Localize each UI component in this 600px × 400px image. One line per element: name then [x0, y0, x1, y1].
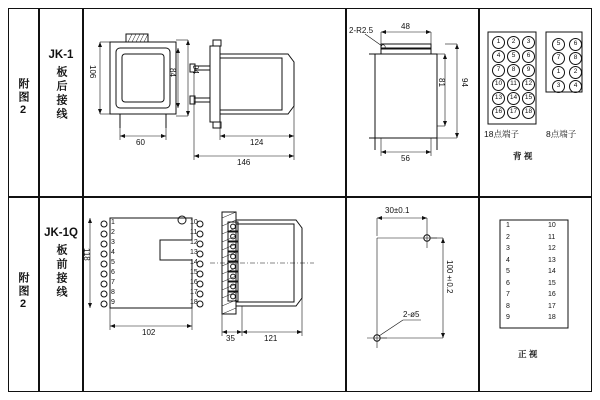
term2-left-4: 4 [506, 256, 510, 264]
term2-left-2: 2 [506, 233, 510, 241]
terminal-pin-4: 4 [492, 50, 505, 63]
front-num-left-5: 5 [111, 259, 115, 266]
front-num-right-10: 10 [190, 219, 198, 226]
terminal8-pin-3: 3 [552, 80, 565, 93]
terminal-pin-2: 2 [507, 36, 520, 49]
term2-left-1: 1 [506, 222, 510, 229]
row2-model-suffix: 板前接线 [55, 244, 67, 300]
row1-dim-84: 84 [168, 68, 177, 77]
term2-right-14: 14 [548, 268, 556, 275]
row1-note-r25: 2-R2.5 [349, 26, 374, 35]
front-num-left-3: 3 [111, 239, 115, 246]
grid-vline-1 [38, 8, 40, 392]
row1-cutout-svg [345, 10, 478, 196]
terminal-pin-18: 18 [522, 106, 535, 119]
terminal8-pin-4: 4 [569, 80, 582, 93]
row2-dim-118: 118 [82, 248, 91, 261]
term2-right-16: 16 [548, 291, 556, 298]
term2-left-9: 9 [506, 314, 510, 321]
terminal-pin-5: 5 [507, 50, 520, 63]
row2-holes-cell [345, 198, 478, 392]
row1-model-suffix: 板后接线 [55, 66, 67, 122]
row1-views-cell [82, 10, 345, 196]
terminal8-pin-6: 6 [569, 38, 582, 51]
row1-terminal-right-caption: 8点端子 [546, 129, 577, 139]
front-num-right-11: 11 [190, 229, 198, 236]
terminal-pin-3: 3 [522, 36, 535, 49]
front-num-left-7: 7 [111, 279, 115, 286]
term2-right-17: 17 [548, 302, 556, 310]
term2-right-11: 11 [548, 233, 556, 241]
term2-right-10: 10 [548, 222, 556, 229]
row2-holes-svg [345, 198, 478, 392]
terminal-pin-7: 7 [492, 64, 505, 77]
row2-model-block [42, 226, 80, 304]
row2-dim-100: 100±0.2 [445, 260, 454, 294]
front-num-right-13: 13 [190, 249, 198, 256]
row1-dim-56: 56 [401, 154, 410, 163]
term2-left-8: 8 [506, 302, 510, 310]
terminal-pin-13: 13 [492, 92, 505, 105]
row2-dim-35: 35 [226, 334, 235, 343]
terminal-pin-15: 15 [522, 92, 535, 105]
front-num-left-2: 2 [111, 229, 115, 236]
terminal8-pin-2: 2 [569, 66, 582, 79]
row2-terminal-view-caption: 正 视 [518, 349, 538, 359]
row1-terminal-left-caption: 18点端子 [484, 129, 519, 139]
row1-dim-81: 81 [437, 78, 446, 87]
term2-right-18: 18 [548, 314, 556, 321]
row2-sheet-label: 附图2 [17, 272, 29, 312]
terminal-pin-16: 16 [492, 106, 505, 119]
terminal-pin-14: 14 [507, 92, 520, 105]
front-num-left-6: 6 [111, 269, 115, 276]
front-num-right-14: 14 [190, 259, 198, 266]
front-num-left-9: 9 [111, 299, 115, 306]
row1-dim-94: 94 [191, 65, 200, 74]
terminal-pin-8: 8 [507, 64, 520, 77]
row2-terminal-svg [478, 198, 592, 392]
terminal-pin-1: 1 [492, 36, 505, 49]
front-num-right-18: 18 [190, 299, 198, 306]
row2-views-cell [82, 198, 345, 392]
terminal8-pin-7: 7 [552, 52, 565, 65]
row2-dim-121: 121 [264, 334, 278, 343]
front-num-right-12: 12 [190, 239, 198, 246]
row2-views-svg [82, 198, 345, 392]
row1-terminal-cell [478, 10, 592, 196]
row2-terminal-cell [478, 198, 592, 392]
terminal-pin-10: 10 [492, 78, 505, 91]
terminal8-pin-8: 8 [569, 52, 582, 65]
row2-dim-30: 30±0.1 [385, 206, 410, 215]
terminal-pin-17: 17 [507, 106, 520, 119]
term2-right-12: 12 [548, 245, 556, 252]
front-num-left-1: 1 [111, 219, 115, 226]
row1-dim-146: 146 [237, 158, 251, 167]
row1-dim-124: 124 [250, 138, 264, 147]
term2-left-7: 7 [506, 291, 510, 298]
front-num-right-16: 16 [190, 279, 198, 286]
row1-terminal-view-caption: 背 视 [513, 151, 533, 161]
row1-model-name: JK-1 [48, 49, 74, 61]
front-num-right-17: 17 [190, 289, 198, 296]
row1-cutout-cell [345, 10, 478, 196]
term2-left-5: 5 [506, 268, 510, 275]
row1-sheet-label: 附图2 [17, 78, 29, 118]
row2-dim-102: 102 [142, 328, 156, 337]
term2-right-15: 15 [548, 279, 556, 287]
row1-dim-106: 106 [88, 65, 97, 79]
term2-left-3: 3 [506, 245, 510, 252]
front-num-left-4: 4 [111, 249, 115, 256]
terminal-pin-6: 6 [522, 50, 535, 63]
term2-left-6: 6 [506, 279, 510, 287]
row2-model-name: JK-1Q [44, 227, 78, 239]
row1-dim-48: 48 [401, 22, 410, 31]
terminal-pin-11: 11 [507, 78, 520, 91]
terminal-pin-12: 12 [522, 78, 535, 91]
terminal-pin-9: 9 [522, 64, 535, 77]
term2-right-13: 13 [548, 256, 556, 264]
row1-views-svg [82, 10, 345, 196]
row2-note-hole: 2-ø5 [403, 310, 420, 319]
front-num-right-15: 15 [190, 269, 198, 276]
front-num-left-8: 8 [111, 289, 115, 296]
row1-dim-94b: 94 [460, 78, 469, 87]
row1-dim-60: 60 [136, 138, 145, 147]
terminal8-pin-1: 1 [552, 66, 565, 79]
row1-model-block [44, 48, 78, 126]
terminal8-pin-5: 5 [552, 38, 565, 51]
